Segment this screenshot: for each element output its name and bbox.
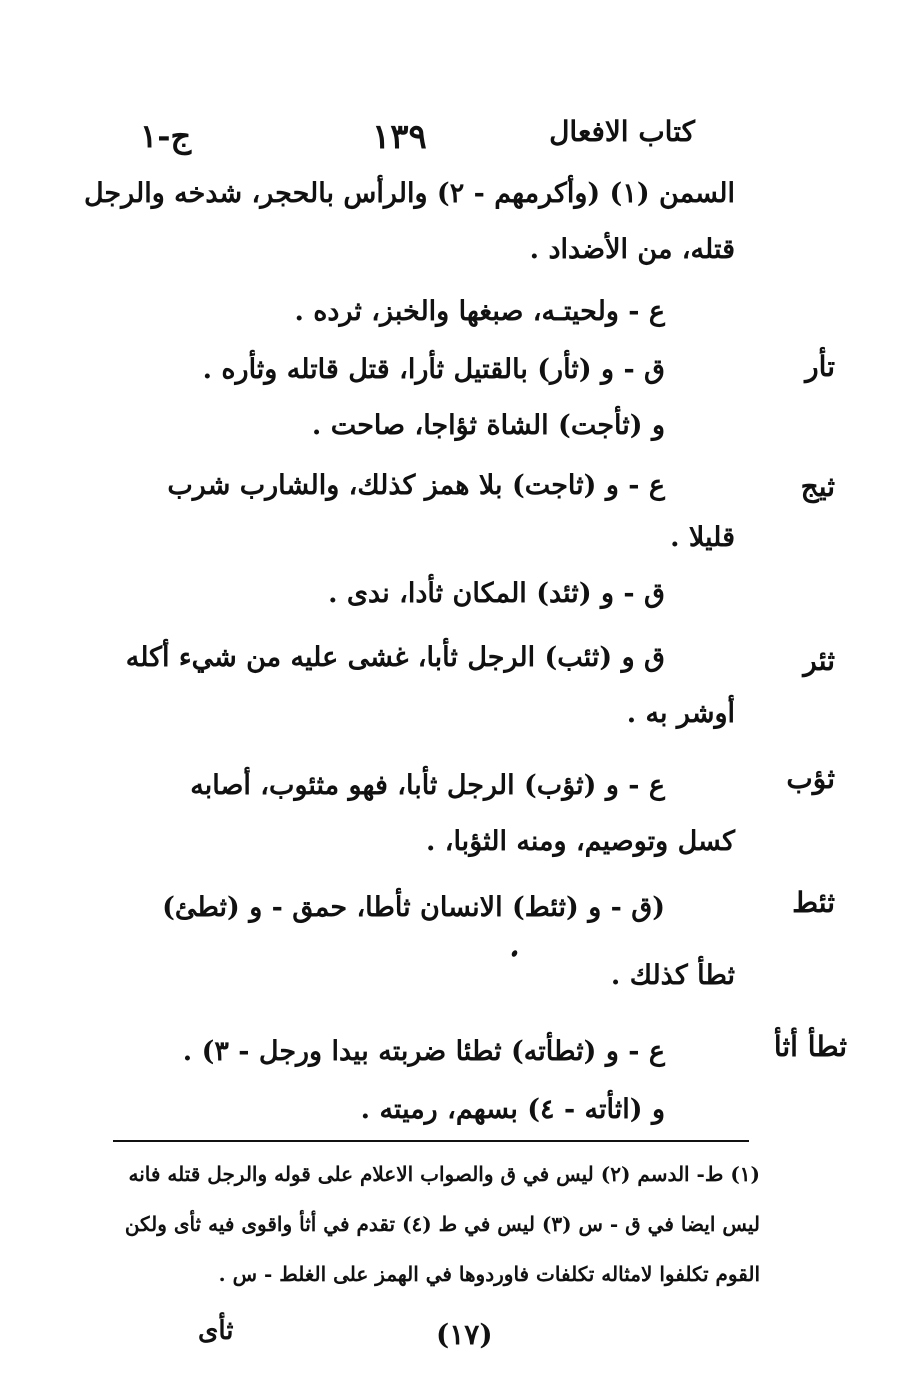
page-number: ١٣٩ (372, 117, 427, 157)
margin-root-4: ثؤب (786, 762, 835, 795)
text-line-3: ع - ولحيتـه، صبغها والخبز، ثرده . (294, 296, 665, 327)
text-line-10: أوشر به . (626, 698, 735, 729)
catchword: ثأى (198, 1316, 234, 1346)
footnote-line-1: (١) ط- الدسم (٢) ليس في ق والصواب الاعلام على قوله والرجل قتله فانه (128, 1162, 760, 1186)
text-line-1: السمن (١) (وأكرمهم - ٢) والرأس بالحجر، شدخه والرجل (83, 178, 735, 209)
text-line-6: ع - و (ثاجت) بلا همز كذلك، والشارب شرب (167, 470, 665, 501)
text-line-4: ق - و (ثأر) بالقتيل ثأرا، قتل قاتله وثأره . (202, 354, 665, 385)
stray-mark (511, 949, 519, 958)
text-line-7: قليلا . (670, 522, 735, 553)
signature-mark: (١٧) (436, 1318, 493, 1351)
margin-root-5: ثئط (792, 886, 835, 919)
footnote-line-2: ليس ايضا في ق - س (٣) ليس في ط (٤) تقدم في أثأ واقوى فيه ثأى ولكن (124, 1212, 760, 1236)
text-line-5: و (ثأجت) الشاة ثؤاجا، صاحت . (311, 410, 665, 441)
text-line-11: ع - و (ثؤب) الرجل ثأبا، فهو مثئوب، أصابه (190, 770, 665, 801)
text-line-14: ثطأ كذلك . (610, 960, 735, 991)
text-line-2: قتله، من الأضداد . (529, 234, 735, 265)
text-line-15: ع - و (ثطأته) ثطئا ضربته بيدا ورجل - ٣) . (182, 1036, 665, 1067)
margin-root-1: تأر (805, 350, 835, 383)
text-line-12: كسل وتوصيم، ومنه الثؤبا، . (425, 826, 735, 857)
text-line-8: ق - و (ثئد) المكان ثأدا، ندى . (328, 578, 665, 609)
margin-root-2: ثيج (800, 470, 835, 503)
margin-root-6: ثطأ أثأ (773, 1030, 847, 1063)
part-label: ج-١ (140, 117, 192, 155)
book-title: كتاب الافعال (549, 115, 695, 148)
text-line-16: و (اثأته - ٤) بسهم، رميته . (360, 1094, 665, 1125)
text-line-9: ق و (ثئب) الرجل ثأبا، غشى عليه من شيء أكله (125, 642, 665, 673)
margin-root-3: ثئر (803, 644, 835, 677)
text-line-13: (ق - و (ثئط) الانسان ثأطا، حمق - و (ثطئ) (162, 892, 665, 923)
footnote-divider (113, 1140, 749, 1142)
footnote-line-3: القوم تكلفوا لامثاله تكلفات فاوردوها في الهمز على الغلط - س . (218, 1262, 760, 1286)
